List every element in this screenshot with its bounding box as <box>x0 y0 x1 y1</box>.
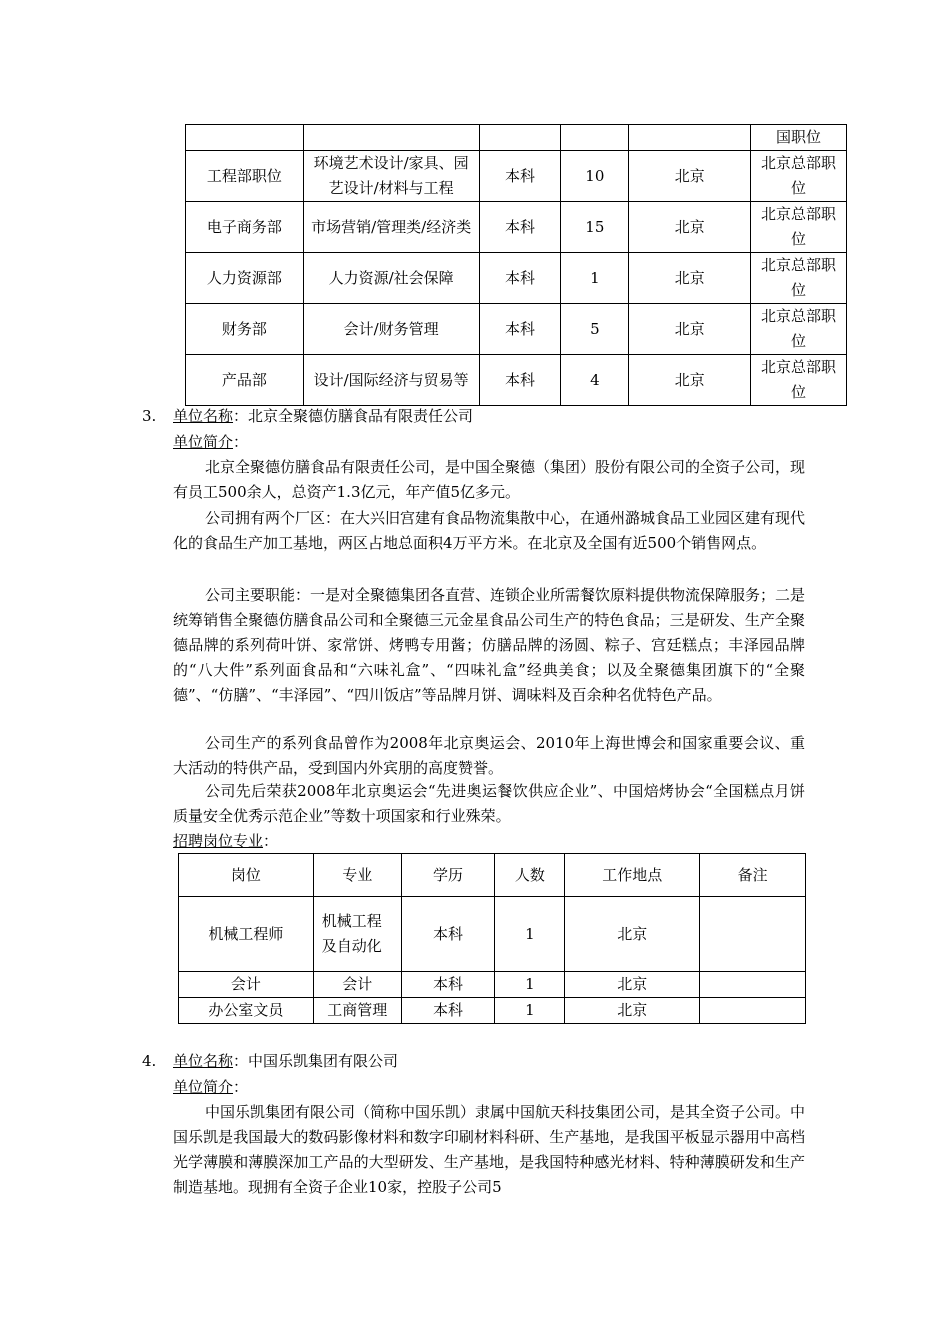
cell-location: 北京 <box>629 151 751 202</box>
section-3-intro-heading <box>173 430 248 455</box>
cell-degree: 本科 <box>479 253 561 304</box>
cell-position: 办公室文员 <box>179 998 314 1024</box>
table-row <box>186 304 847 355</box>
section-3-number: 3. <box>142 407 157 425</box>
header-cell: 岗位 <box>179 854 314 897</box>
colon: ： <box>233 433 249 451</box>
company-intro-label: 单位简介 <box>173 1078 234 1096</box>
cell-count <box>561 125 629 151</box>
cell-degree <box>479 125 561 151</box>
cell-location: 北京 <box>565 897 700 972</box>
table-row <box>179 897 806 972</box>
table-row <box>179 998 806 1024</box>
company-name-label: 单位名称 <box>173 407 234 425</box>
cell-note: 国职位 <box>751 125 847 151</box>
table-header-row <box>179 854 806 897</box>
cell-note: 北京总部职位 <box>751 304 847 355</box>
cell-count: 4 <box>561 355 629 406</box>
header-cell: 工作地点 <box>565 854 700 897</box>
cell-position: 人力资源部 <box>186 253 304 304</box>
table-row <box>186 202 847 253</box>
cell-note <box>700 897 806 972</box>
section-4-intro-heading <box>173 1075 248 1100</box>
cell-position: 电子商务部 <box>186 202 304 253</box>
cell-major: 会计 <box>313 972 401 998</box>
section-4-name <box>173 1049 398 1074</box>
table-row <box>186 253 847 304</box>
cell-note: 北京总部职位 <box>751 202 847 253</box>
company-name-value: ：北京全聚德仿膳食品有限责任公司 <box>233 407 474 425</box>
cell-count: 10 <box>561 151 629 202</box>
cell-major: 环境艺术设计/家具、园艺设计/材料与工程 <box>303 151 479 202</box>
positions-table-continued <box>185 124 847 406</box>
cell-degree: 本科 <box>479 304 561 355</box>
table-row <box>186 355 847 406</box>
intro-paragraph: 公司先后荣获2008年北京奥运会“先进奥运餐饮供应企业”、中国焙烤协会“全国糕点月饼质量安全优秀示范企业”等数十项国家和行业殊荣。 <box>173 782 805 825</box>
cell-note <box>700 972 806 998</box>
intro-paragraph: 公司主要职能：一是对全聚德集团各直营、连锁企业所需餐饮原料提供物流保障服务；二是统筹销售全聚德仿膳食品公司和全聚德三元金星食品公司生产的特色食品；三是研发、生产全聚德品牌的系列荷叶饼、家常饼、烤鸭专用酱；仿膳品牌的汤圆、粽子、宫廷糕点；丰泽园品牌的“八大件”系列面食品和“六味礼盒”、“四味礼盒”经典美食；以及全聚德集团旗下的“全聚德”、“仿膳”、“丰泽园”、“四川饭店”等品牌月饼、调味料及百余种名优特色产品。 <box>173 586 806 704</box>
cell-count: 1 <box>495 897 565 972</box>
cell-degree: 本科 <box>479 355 561 406</box>
intro-paragraph: 北京全聚德仿膳食品有限责任公司，是中国全聚德（集团）股份有限公司的全资子公司，现有员工500余人，总资产1.3亿元，年产值5亿多元。 <box>173 458 806 501</box>
cell-location <box>629 125 751 151</box>
cell-position <box>186 125 304 151</box>
table-row <box>186 151 847 202</box>
cell-degree: 本科 <box>401 998 495 1024</box>
colon: ： <box>233 1078 249 1096</box>
cell-count: 15 <box>561 202 629 253</box>
cell-major: 市场营销/管理类/经济类 <box>303 202 479 253</box>
cell-count: 1 <box>495 972 565 998</box>
recruit-heading <box>173 829 278 854</box>
company-name-value: ：中国乐凯集团有限公司 <box>233 1052 399 1070</box>
section-3-name <box>173 404 473 429</box>
header-cell: 备注 <box>700 854 806 897</box>
company-intro-label: 单位简介 <box>173 433 234 451</box>
cell-note: 北京总部职位 <box>751 253 847 304</box>
cell-position: 会计 <box>179 972 314 998</box>
cell-note: 北京总部职位 <box>751 151 847 202</box>
cell-location: 北京 <box>629 202 751 253</box>
cell-major: 机械工程及自动化 <box>313 897 401 972</box>
recruit-table <box>178 853 806 1024</box>
cell-degree: 本科 <box>401 972 495 998</box>
colon: ： <box>263 832 279 850</box>
header-cell: 专业 <box>313 854 401 897</box>
intro-paragraph: 公司拥有两个厂区：在大兴旧宫建有食品物流集散中心，在通州潞城食品工业园区建有现代化的食品生产加工基地，两区占地总面积4万平方米。在北京及全国有近500个销售网点。 <box>173 509 806 552</box>
cell-location: 北京 <box>629 253 751 304</box>
cell-degree: 本科 <box>479 202 561 253</box>
cell-degree: 本科 <box>401 897 495 972</box>
cell-position: 机械工程师 <box>179 897 314 972</box>
section-4-number: 4. <box>142 1052 157 1070</box>
cell-position: 财务部 <box>186 304 304 355</box>
cell-location: 北京 <box>629 304 751 355</box>
table-row <box>179 972 806 998</box>
recruit-label: 招聘岗位专业 <box>173 832 264 850</box>
header-cell: 学历 <box>401 854 495 897</box>
cell-position: 产品部 <box>186 355 304 406</box>
table-row <box>186 125 847 151</box>
cell-major <box>303 125 479 151</box>
cell-location: 北京 <box>565 972 700 998</box>
cell-count: 5 <box>561 304 629 355</box>
intro-paragraph: 公司生产的系列食品曾作为2008年北京奥运会、2010年上海世博会和国家重要会议、重大活动的特供产品，受到国内外宾朋的高度赞誉。 <box>173 734 805 777</box>
intro-paragraph: 中国乐凯集团有限公司（简称中国乐凯）隶属中国航天科技集团公司，是其全资子公司。中国乐凯是我国最大的数码影像材料和数字印刷材料科研、生产基地，是我国平板显示器用中高档光学薄膜和薄膜深加工产品的大型研发、生产基地，是我国特种感光材料、特种薄膜研发和生产制造基地。现拥有全资子企业10家，控股子公司5 <box>173 1103 806 1196</box>
cell-major: 会计/财务管理 <box>303 304 479 355</box>
cell-note: 北京总部职位 <box>751 355 847 406</box>
cell-count: 1 <box>495 998 565 1024</box>
cell-degree: 本科 <box>479 151 561 202</box>
cell-location: 北京 <box>565 998 700 1024</box>
cell-note <box>700 998 806 1024</box>
cell-position: 工程部职位 <box>186 151 304 202</box>
company-name-label: 单位名称 <box>173 1052 234 1070</box>
cell-major: 人力资源/社会保障 <box>303 253 479 304</box>
cell-major: 设计/国际经济与贸易等 <box>303 355 479 406</box>
cell-location: 北京 <box>629 355 751 406</box>
cell-count: 1 <box>561 253 629 304</box>
cell-major: 工商管理 <box>313 998 401 1024</box>
header-cell: 人数 <box>495 854 565 897</box>
